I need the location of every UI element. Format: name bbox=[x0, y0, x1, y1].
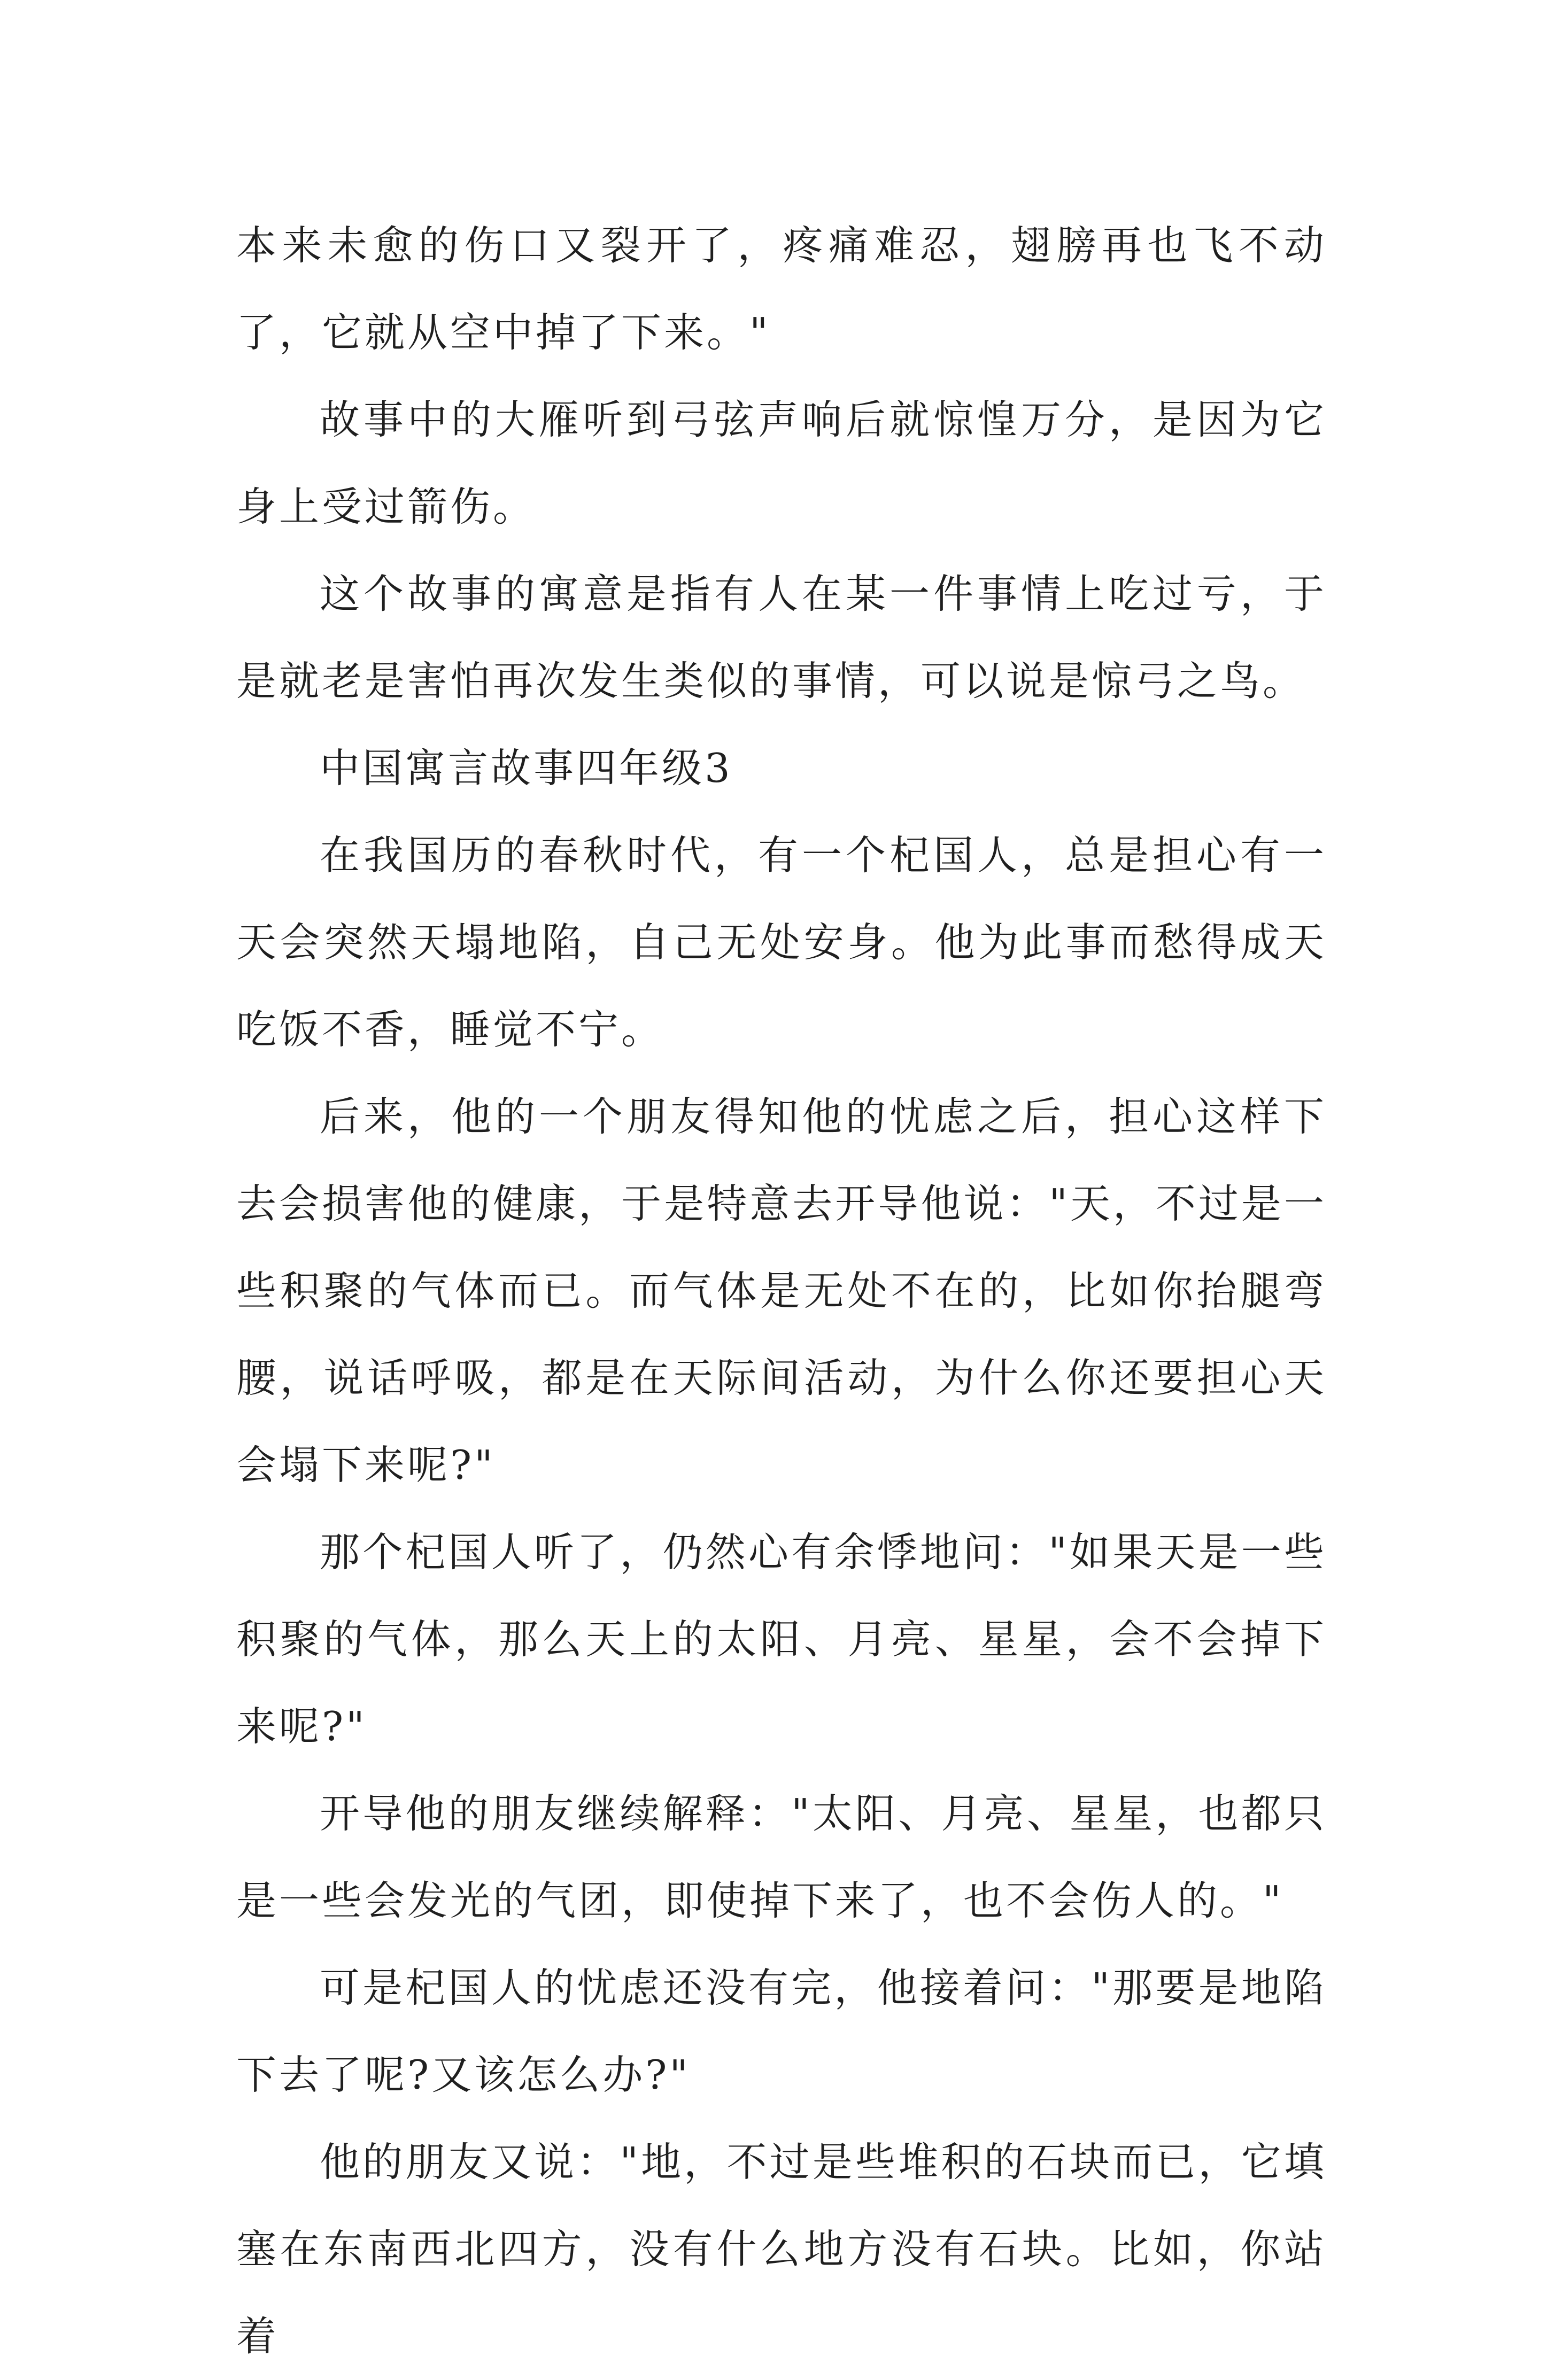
section-heading: 中国寓言故事四年级3 bbox=[320, 745, 733, 792]
paragraph-continuation: 本来未愈的伤口又裂开了，疼痛难忍，翅膀再也飞不动了，它就从空中掉了下来。" bbox=[236, 222, 1327, 356]
paragraph: 在我国历的春秋时代，有一个杞国人，总是担心有一天会突然天塌地陷，自己无处安身。他为此事而愁得成天吃饭不香，睡觉不宁。 bbox=[236, 832, 1327, 1053]
paragraph: 故事中的大雁听到弓弦声响后就惊惶万分，是因为它身上受过箭伤。 bbox=[236, 396, 1327, 530]
paragraph: 那个杞国人听了，仍然心有余悸地问："如果天是一些积聚的气体，那么天上的太阳、月亮、星星，会不会掉下来呢?" bbox=[236, 1529, 1327, 1750]
document-body bbox=[236, 202, 1327, 2380]
paragraph: 他的朋友又说："地，不过是些堆积的石块而已，它填塞在东南西北四方，没有什么地方没有石块。比如，你站着 bbox=[236, 2138, 1327, 2360]
paragraph: 后来，他的一个朋友得知他的忧虑之后，担心这样下去会损害他的健康，于是特意去开导他说："天，不过是一些积聚的气体而已。而气体是无处不在的，比如你抬腿弯腰，说话呼吸，都是在天际间活动，为什么你还要担心天会塌下来呢?" bbox=[236, 1093, 1327, 1489]
paragraph: 这个故事的寓意是指有人在某一件事情上吃过亏，于是就老是害怕再次发生类似的事情，可以说是惊弓之鸟。 bbox=[236, 570, 1327, 704]
paragraph: 可是杞国人的忧虑还没有完，他接着问："那要是地陷下去了呢?又该怎么办?" bbox=[236, 1964, 1327, 2098]
paragraph: 开导他的朋友继续解释："太阳、月亮、星星，也都只是一些会发光的气团，即使掉下来了，也不会伤人的。" bbox=[236, 1790, 1327, 1924]
